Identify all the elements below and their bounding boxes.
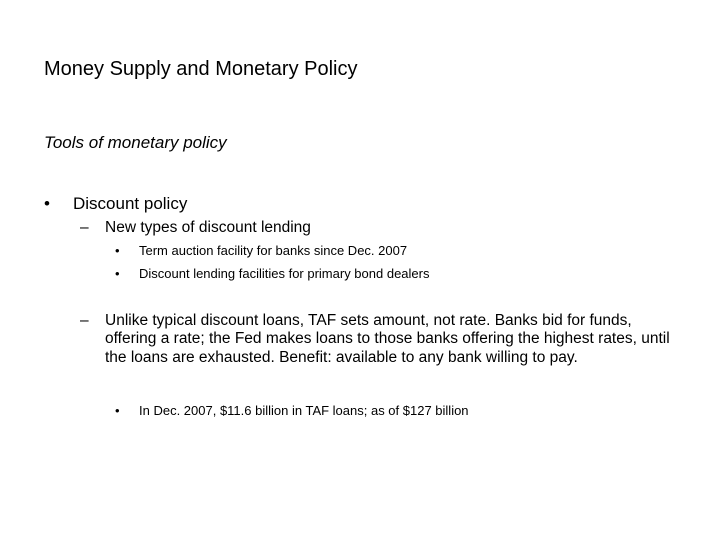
bullet-marker: • xyxy=(115,266,120,281)
slide-subtitle: Tools of monetary policy xyxy=(44,133,227,152)
bullet-marker: • xyxy=(44,194,50,213)
bullet-text: Discount policy xyxy=(73,194,188,213)
bullet-marker: • xyxy=(115,243,120,258)
dash-marker: – xyxy=(80,219,89,236)
bullet-marker: • xyxy=(115,403,120,418)
bullet-text: Discount lending facilities for primary bond dealers xyxy=(139,266,430,281)
bullet-text: Term auction facility for banks since Dec. 2007 xyxy=(139,243,408,258)
bullet-text: New types of discount lending xyxy=(105,219,311,236)
bullet-text: In Dec. 2007, $11.6 billion in TAF loans; as of $127 billion xyxy=(139,403,469,418)
slide-title: Money Supply and Monetary Policy xyxy=(44,58,358,80)
dash-marker: – xyxy=(80,312,89,329)
bullet-taf-paragraph: Unlike typical discount loans, TAF sets amount, not rate. Banks bid for funds, offering a rate; the Fed makes loans to those banks offering the highest rates, until the loans are exhausted. Benefit: available to any bank willing to pay. xyxy=(105,312,670,366)
